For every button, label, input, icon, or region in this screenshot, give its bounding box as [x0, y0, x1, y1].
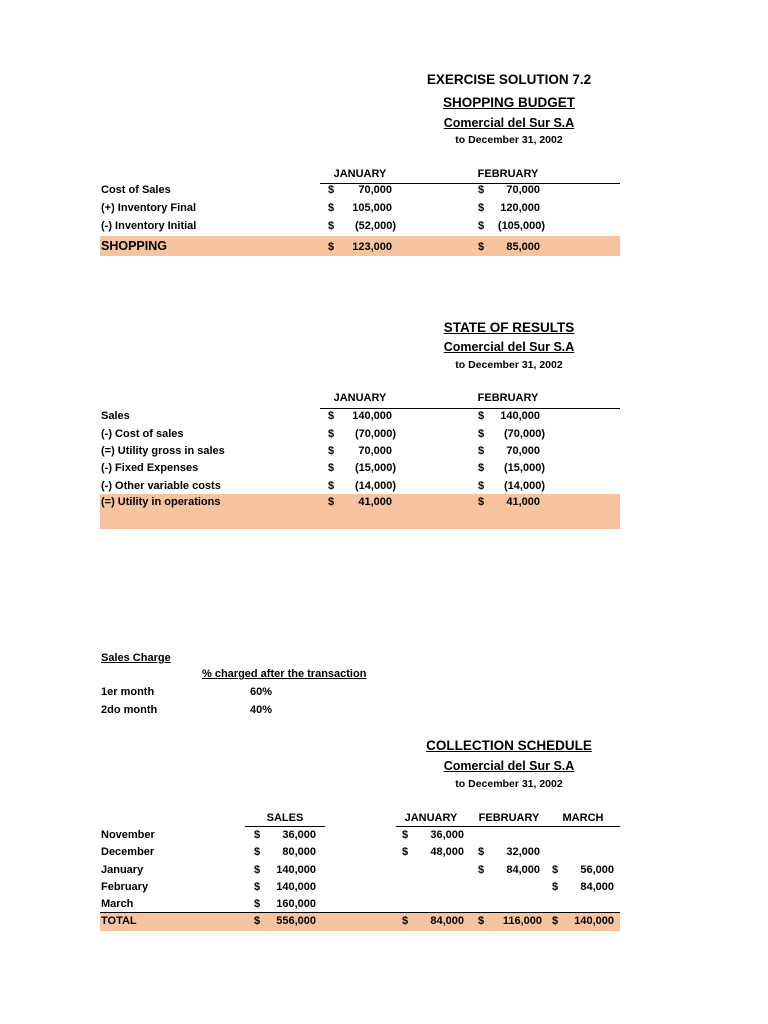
january-value: (14,000) — [355, 480, 396, 492]
row-label: January — [101, 864, 144, 876]
currency-sign: $ — [402, 846, 409, 858]
percent-value: 40% — [250, 704, 273, 716]
currency-sign: $ — [478, 846, 485, 858]
february-value: 140,000 — [500, 410, 540, 422]
february-value: (14,000) — [504, 480, 545, 492]
february-total: 116,000 — [502, 915, 542, 927]
january-total: 123,000 — [352, 241, 392, 253]
currency-sign: $ — [328, 241, 335, 253]
march-total: 140,000 — [574, 915, 614, 927]
currency-sign: $ — [402, 915, 409, 927]
currency-sign: $ — [254, 846, 261, 858]
currency-sign: $ — [552, 915, 559, 927]
currency-sign: $ — [478, 184, 485, 196]
results-col-february: FEBRUARY — [477, 392, 539, 404]
currency-sign: $ — [478, 220, 485, 232]
row-label: 2do month — [101, 704, 158, 716]
currency-sign: $ — [478, 915, 485, 927]
budget-title: SHOPPING BUDGET — [442, 95, 575, 110]
sales-value: 36,000 — [282, 829, 316, 841]
sales-header-rule — [245, 826, 325, 827]
february-value: (105,000) — [497, 220, 545, 232]
results-company: Comercial del Sur S.A — [443, 340, 575, 354]
sales-total: 556,000 — [276, 915, 316, 927]
currency-sign: $ — [328, 496, 335, 508]
budget-col-january: JANUARY — [333, 168, 387, 180]
currency-sign: $ — [478, 428, 485, 440]
currency-sign: $ — [254, 898, 261, 910]
currency-sign: $ — [328, 410, 335, 422]
row-label: (-) Cost of sales — [101, 428, 184, 440]
february-value: (70,000) — [504, 428, 545, 440]
february-total: 85,000 — [506, 241, 540, 253]
january-value: 105,000 — [352, 202, 392, 214]
currency-sign: $ — [478, 241, 485, 253]
currency-sign: $ — [328, 480, 335, 492]
currency-sign: $ — [552, 864, 559, 876]
sales-value: 160,000 — [276, 898, 316, 910]
percent-value: 60% — [250, 686, 273, 698]
currency-sign: $ — [478, 480, 485, 492]
february-value: 120,000 — [500, 202, 540, 214]
currency-sign: $ — [402, 829, 409, 841]
currency-sign: $ — [478, 462, 485, 474]
exercise-title: EXERCISE SOLUTION 7.2 — [426, 72, 592, 87]
currency-sign: $ — [478, 864, 485, 876]
budget-col-february: FEBRUARY — [477, 168, 539, 180]
currency-sign: $ — [328, 462, 335, 474]
row-label: 1er month — [101, 686, 155, 698]
months-header-rule — [396, 826, 620, 827]
currency-sign: $ — [328, 184, 335, 196]
sales-charge-header: % charged after the transaction — [202, 668, 367, 680]
february-value: (15,000) — [504, 462, 545, 474]
row-label: (+) Inventory Final — [101, 202, 197, 214]
budget-company: Comercial del Sur S.A — [443, 116, 575, 130]
january-value: 70,000 — [358, 184, 392, 196]
row-label: (-) Inventory Initial — [101, 220, 197, 232]
january-value: 140,000 — [352, 410, 392, 422]
currency-sign: $ — [328, 428, 335, 440]
currency-sign: $ — [478, 496, 485, 508]
january-total: 84,000 — [430, 915, 464, 927]
sales-value: 140,000 — [276, 881, 316, 893]
january-value: (52,000) — [355, 220, 396, 232]
february-value: 84,000 — [506, 864, 540, 876]
currency-sign: $ — [478, 410, 485, 422]
results-title: STATE OF RESULTS — [443, 320, 575, 335]
currency-sign: $ — [478, 445, 485, 457]
row-label: December — [101, 846, 155, 858]
currency-sign: $ — [328, 445, 335, 457]
total-top-rule — [100, 912, 620, 913]
row-label: Cost of Sales — [101, 184, 171, 196]
january-total: 41,000 — [358, 496, 392, 508]
row-label: Sales — [101, 410, 130, 422]
results-date: to December 31, 2002 — [455, 359, 563, 371]
collection-date: to December 31, 2002 — [455, 778, 563, 790]
row-label: (=) Utility gross in sales — [101, 445, 225, 457]
sales-value: 80,000 — [282, 846, 316, 858]
january-value: (15,000) — [355, 462, 396, 474]
january-value: 48,000 — [430, 846, 464, 858]
collection-col-march: MARCH — [562, 812, 604, 824]
currency-sign: $ — [328, 220, 335, 232]
collection-total-highlight — [100, 912, 620, 931]
currency-sign: $ — [552, 881, 559, 893]
currency-sign: $ — [254, 829, 261, 841]
sales-value: 140,000 — [276, 864, 316, 876]
collection-company: Comercial del Sur S.A — [443, 759, 575, 773]
february-value: 32,000 — [506, 846, 540, 858]
row-label: February — [101, 881, 149, 893]
budget-date: to December 31, 2002 — [455, 134, 563, 146]
row-label: November — [101, 829, 155, 841]
march-value: 56,000 — [580, 864, 614, 876]
january-value: 36,000 — [430, 829, 464, 841]
currency-sign: $ — [254, 864, 261, 876]
currency-sign: $ — [478, 202, 485, 214]
january-value: 70,000 — [358, 445, 392, 457]
currency-sign: $ — [254, 915, 261, 927]
collection-col-sales: SALES — [266, 812, 304, 824]
currency-sign: $ — [254, 881, 261, 893]
row-label: (-) Other variable costs — [101, 480, 221, 492]
sales-charge-title: Sales Charge — [101, 652, 171, 664]
total-label: TOTAL — [101, 915, 137, 927]
row-label: (-) Fixed Expenses — [101, 462, 199, 474]
march-value: 84,000 — [580, 881, 614, 893]
february-value: 70,000 — [506, 184, 540, 196]
february-value: 70,000 — [506, 445, 540, 457]
results-header-rule — [320, 408, 620, 409]
collection-col-february: FEBRUARY — [478, 812, 540, 824]
collection-col-january: JANUARY — [404, 812, 458, 824]
collection-title: COLLECTION SCHEDULE — [426, 738, 592, 753]
row-label: March — [101, 898, 134, 910]
total-label: (=) Utility in operations — [101, 496, 221, 508]
results-col-january: JANUARY — [333, 392, 387, 404]
february-total: 41,000 — [506, 496, 540, 508]
january-value: (70,000) — [355, 428, 396, 440]
currency-sign: $ — [328, 202, 335, 214]
total-label: SHOPPING — [101, 239, 167, 253]
